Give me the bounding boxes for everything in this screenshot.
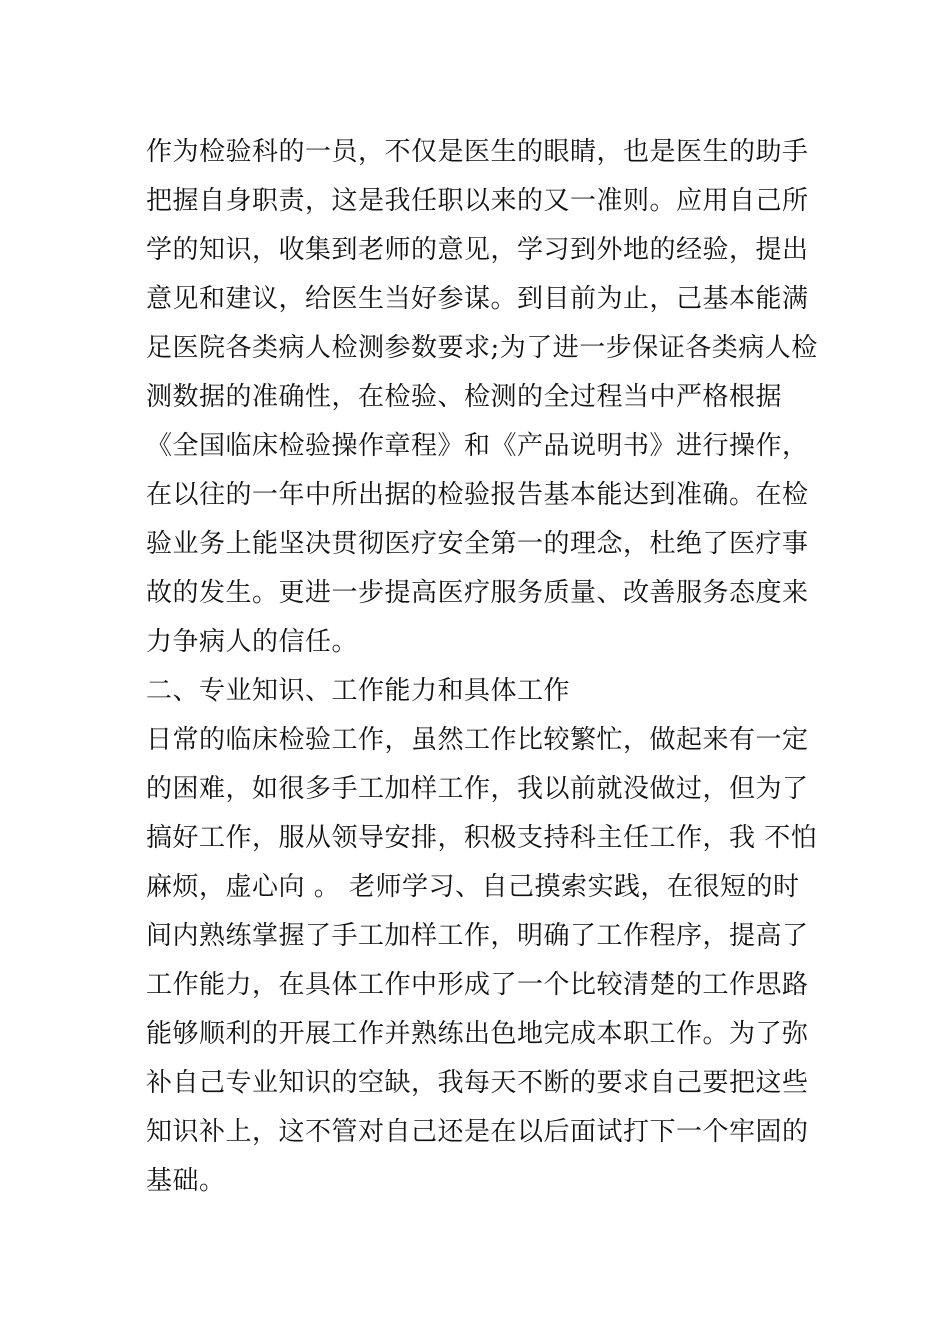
text-line-1: 作为检验科的一员，不仅是医生的眼睛，也是医生的助手	[146, 137, 809, 167]
text-line-11: 力争病人的信任。	[146, 627, 359, 657]
body-text	[146, 128, 826, 1206]
text-line-9: 验业务上能坚决贯彻医疗安全第一的理念，杜绝了医疗事	[146, 529, 809, 559]
text-line-20: 补自己专业知识的空缺，我每天不断的要求自己要把这些	[146, 1068, 809, 1098]
text-line-22: 基础。	[146, 1166, 226, 1196]
text-line-21: 知识补上，这不管对自己还是在以后面试打下一个牢固的	[146, 1117, 809, 1147]
text-line-19: 能够顺利的开展工作并熟练出色地完成本职工作。为了弥	[146, 1019, 809, 1049]
text-line-7: 《全国临床检验操作章程》和《产品说明书》进行操作，	[146, 431, 809, 461]
text-line-16: 麻烦，虚心向 。 老师学习、自己摸索实践，在很短的时	[146, 872, 800, 902]
text-line-18: 工作能力，在具体工作中形成了一个比较清楚的工作思路	[146, 970, 809, 1000]
text-line-17: 间内熟练掌握了手工加样工作，明确了工作程序，提高了	[146, 921, 809, 951]
text-line-4: 意见和建议，给医生当好参谋。到目前为止，己基本能满	[146, 284, 809, 314]
text-line-2: 把握自身职责，这是我任职以来的又一准则。应用自己所	[146, 186, 809, 216]
section-heading: 二、专业知识、工作能力和具体工作	[146, 676, 571, 706]
text-line-5: 足医院各类病人检测参数要求;为了进一步保证各类病人检	[146, 333, 818, 363]
text-line-3: 学的知识，收集到老师的意见，学习到外地的经验，提出	[146, 235, 809, 265]
text-line-8: 在以往的一年中所出据的检验报告基本能达到准确。在检	[146, 480, 809, 510]
text-line-10: 故的发生。更进一步提高医疗服务质量、改善服务态度来	[146, 578, 809, 608]
text-line-6: 测数据的准确性，在检验、检测的全过程当中严格根据	[146, 382, 783, 412]
text-line-15: 搞好工作，服从领导安排，积极支持科主任工作，我 不怕	[146, 823, 818, 853]
text-line-14: 的困难，如很多手工加样工作，我以前就没做过，但为了	[146, 774, 809, 804]
text-line-13: 日常的临床检验工作，虽然工作比较繁忙，做起来有一定	[146, 725, 809, 755]
